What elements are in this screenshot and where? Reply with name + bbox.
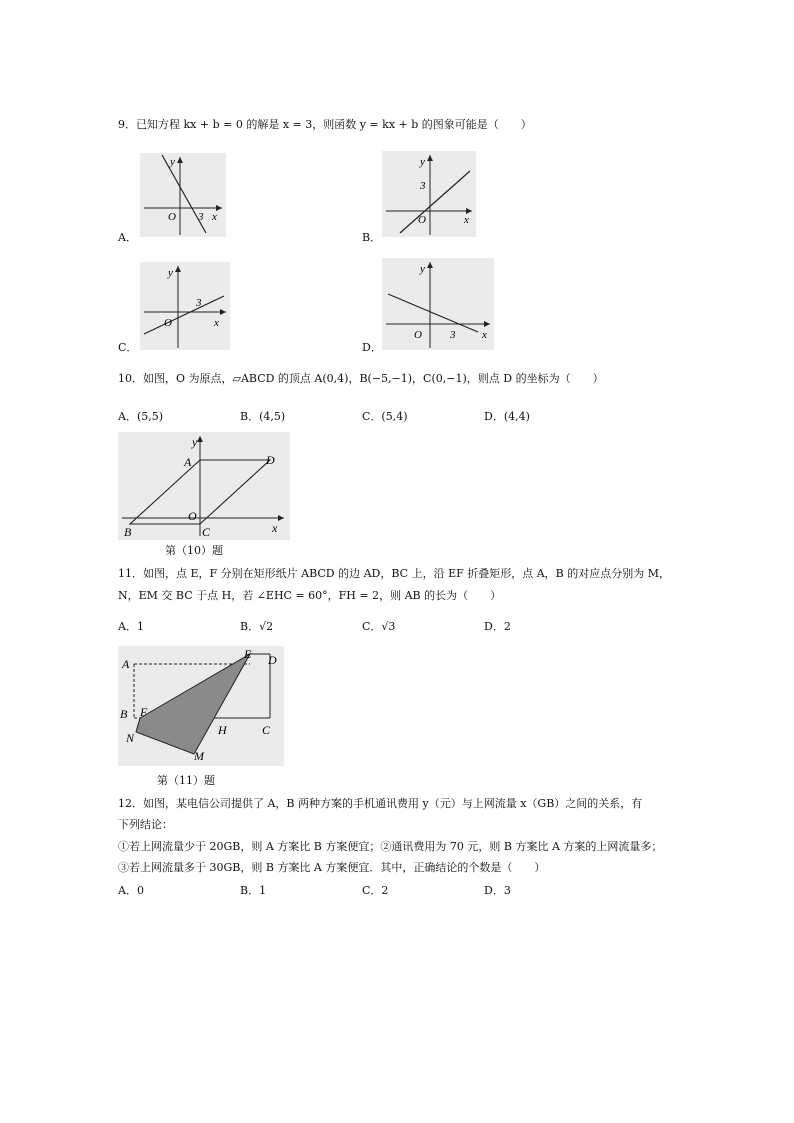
y-label: y — [170, 156, 175, 168]
q12-option-b: B．1 — [240, 884, 267, 897]
q9-option-c: C． — [118, 341, 138, 354]
point-c-label: C — [202, 525, 211, 539]
origin-label: O — [168, 211, 176, 223]
q11-figure-svg — [118, 646, 284, 766]
q12-stem-line3: ①若上网流量少于 20GB，则 A 方案比 B 方案便宜；②通讯费用为 70 元，则 B 方案比 A 方案的上网流量多； — [118, 840, 663, 853]
q11-option-b: B．√2 — [240, 620, 274, 633]
tick-3-label: 3 — [196, 297, 202, 309]
point-b-label: B — [120, 707, 128, 721]
point-a-label: A — [122, 657, 130, 671]
q9-option-d: D． — [362, 341, 382, 354]
q11-options — [118, 618, 606, 634]
x-label: x — [272, 521, 278, 535]
point-a-label: A — [184, 455, 192, 469]
q9-graph-a-svg — [140, 153, 226, 237]
point-d-label: D — [268, 653, 277, 667]
q9-option-b: B． — [362, 231, 382, 244]
point-d-label: D — [266, 453, 275, 467]
point-n-label: N — [126, 731, 135, 745]
q9-option-a: A． — [118, 231, 137, 244]
q10-option-d: D．(4,4) — [484, 410, 530, 423]
x-label: x — [464, 214, 469, 226]
y-axis-arrow — [427, 262, 433, 268]
q11-option-d: D．2 — [484, 620, 511, 633]
folded-region — [136, 654, 250, 754]
q10-figure-svg — [118, 432, 290, 540]
tick-3-label: 3 — [450, 329, 456, 341]
origin-label: O — [418, 214, 426, 226]
q11-caption: 第（11）题 — [157, 774, 215, 787]
origin-label: O — [414, 329, 422, 341]
point-e-label: E — [244, 647, 252, 661]
y-label: y — [168, 267, 173, 279]
q12-stem-line2: 下列结论： — [118, 818, 173, 831]
q9-graph-d-svg — [382, 258, 494, 350]
y-label: y — [192, 435, 198, 449]
x-axis-arrow — [216, 205, 222, 211]
x-label: x — [212, 211, 217, 223]
origin-label: O — [188, 509, 197, 523]
x-axis-arrow — [220, 309, 226, 315]
y-axis-arrow — [177, 157, 183, 163]
q10-option-c: C．(5,4) — [362, 410, 408, 423]
y-label: y — [420, 263, 425, 275]
y-label: y — [420, 156, 425, 168]
q10-option-a: A．(5,5) — [118, 410, 164, 423]
q12-options — [118, 882, 606, 898]
q11-figure — [118, 646, 284, 766]
tick-3-label: 3 — [420, 180, 426, 192]
q9-graph-a — [140, 153, 226, 237]
y-axis-arrow — [175, 266, 181, 272]
point-c-label: C — [262, 723, 271, 737]
q10-stem: 10．如图，O 为原点，▱ABCD 的顶点 A(0,4)，B(−5,−1)，C(0,−1)，则点 D 的坐标为（ ） — [118, 372, 604, 385]
x-axis-arrow — [484, 321, 490, 327]
point-m-label: M — [194, 749, 204, 763]
q10-caption: 第（10）题 — [165, 544, 223, 557]
tick-3-label: 3 — [198, 211, 204, 223]
function-line — [388, 294, 478, 332]
point-f-label: F — [140, 705, 148, 719]
function-line — [144, 296, 224, 334]
origin-label: O — [164, 317, 172, 329]
q11-option-a: A．1 — [118, 620, 144, 633]
q9-stem: 9．已知方程 kx + b = 0 的解是 x = 3，则函数 y = kx + b 的图象可能是（ ） — [118, 118, 532, 131]
point-h-label: H — [218, 723, 227, 737]
q12-option-d: D．3 — [484, 884, 511, 897]
x-axis-arrow — [278, 515, 284, 521]
q12-stem-line4: ③若上网流量多于 30GB，则 B 方案比 A 方案便宜．其中，正确结论的个数是（ ） — [118, 861, 546, 874]
function-line — [400, 171, 470, 233]
y-axis-arrow — [197, 436, 203, 442]
q10-options — [118, 408, 606, 424]
q11-option-c: C．√3 — [362, 620, 396, 633]
q10-figure — [118, 432, 290, 540]
q9-graph-d — [382, 258, 494, 350]
q12-option-a: A．0 — [118, 884, 144, 897]
q11-stem-line1: 11．如图，点 E，F 分别在矩形纸片 ABCD 的边 AD，BC 上，沿 EF 折叠矩形，点 A，B 的对应点分别为 M， — [118, 567, 671, 580]
point-b-label: B — [124, 525, 132, 539]
x-label: x — [214, 317, 219, 329]
q9-graph-b — [382, 151, 476, 237]
q12-option-c: C．2 — [362, 884, 389, 897]
q12-stem-line1: 12．如图，某电信公司提供了 A，B 两种方案的手机通讯费用 y（元）与上网流量 x（GB）之间的关系，有 — [118, 797, 643, 810]
q9-graph-b-svg — [382, 151, 476, 237]
q10-option-b: B．(4,5) — [240, 410, 286, 423]
y-axis-arrow — [427, 155, 433, 161]
q9-graph-c — [140, 262, 230, 350]
x-label: x — [482, 329, 487, 341]
q11-stem-line2: N，EM 交 BC 于点 H，若 ∠EHC = 60°，FH = 2，则 AB 的长为（ ） — [118, 589, 502, 602]
q9-graph-c-svg — [140, 262, 230, 350]
